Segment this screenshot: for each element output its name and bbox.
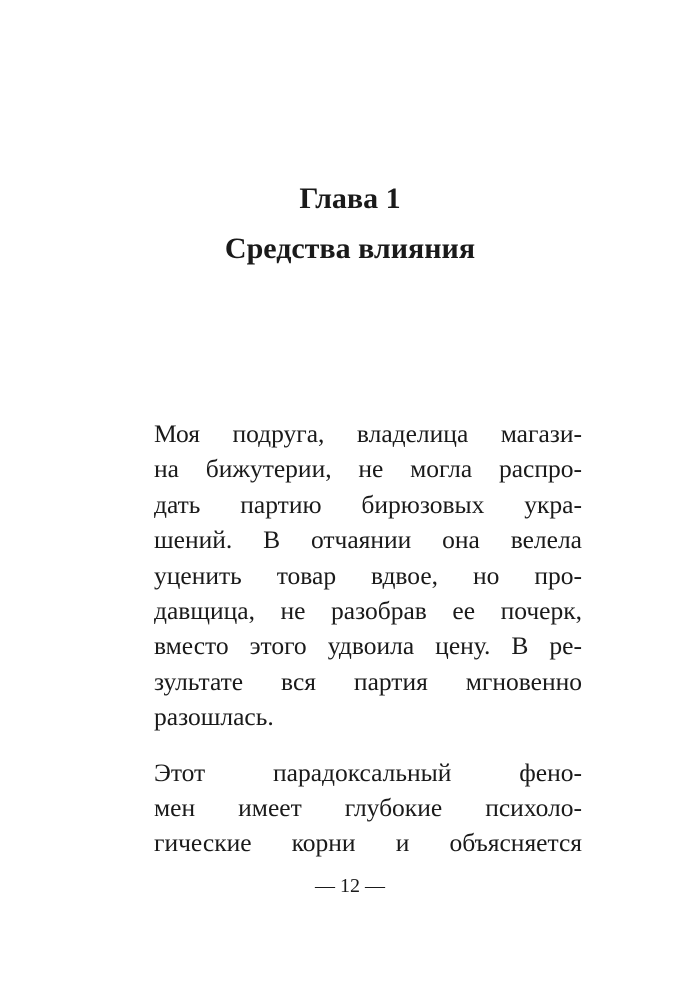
text-line: зультате вся партия мгновенно xyxy=(154,666,582,696)
paragraph-spacer xyxy=(154,735,582,755)
text-line: вместо этого удвоила цену. В ре- xyxy=(154,631,582,661)
text-line: шений. В отчаянии она велела xyxy=(154,525,582,555)
chapter-heading xyxy=(0,174,700,274)
text-line: дать партию бирюзовых укра- xyxy=(154,489,582,519)
text-line: давщица, не разобрав ее почерк, xyxy=(154,596,582,626)
text-line: на бижутерии, не могла распро- xyxy=(154,454,582,484)
text-line: Моя подруга, владелица магази- xyxy=(154,419,582,448)
paragraph-1 xyxy=(154,416,582,735)
chapter-number: Глава 1 xyxy=(299,182,401,215)
paragraph-2 xyxy=(154,755,582,861)
text-line: гические корни и объясняется xyxy=(154,828,582,858)
text-line: уценить товар вдвое, но про- xyxy=(154,560,582,590)
chapter-title: Средства влияния xyxy=(224,232,476,265)
page-number: — 12 — xyxy=(315,875,385,897)
text-line: разошлась. xyxy=(154,702,274,732)
text-line: Этот парадоксальный фено- xyxy=(154,757,582,787)
body-text xyxy=(154,416,582,861)
text-line: мен имеет глубокие психоло- xyxy=(154,793,582,823)
